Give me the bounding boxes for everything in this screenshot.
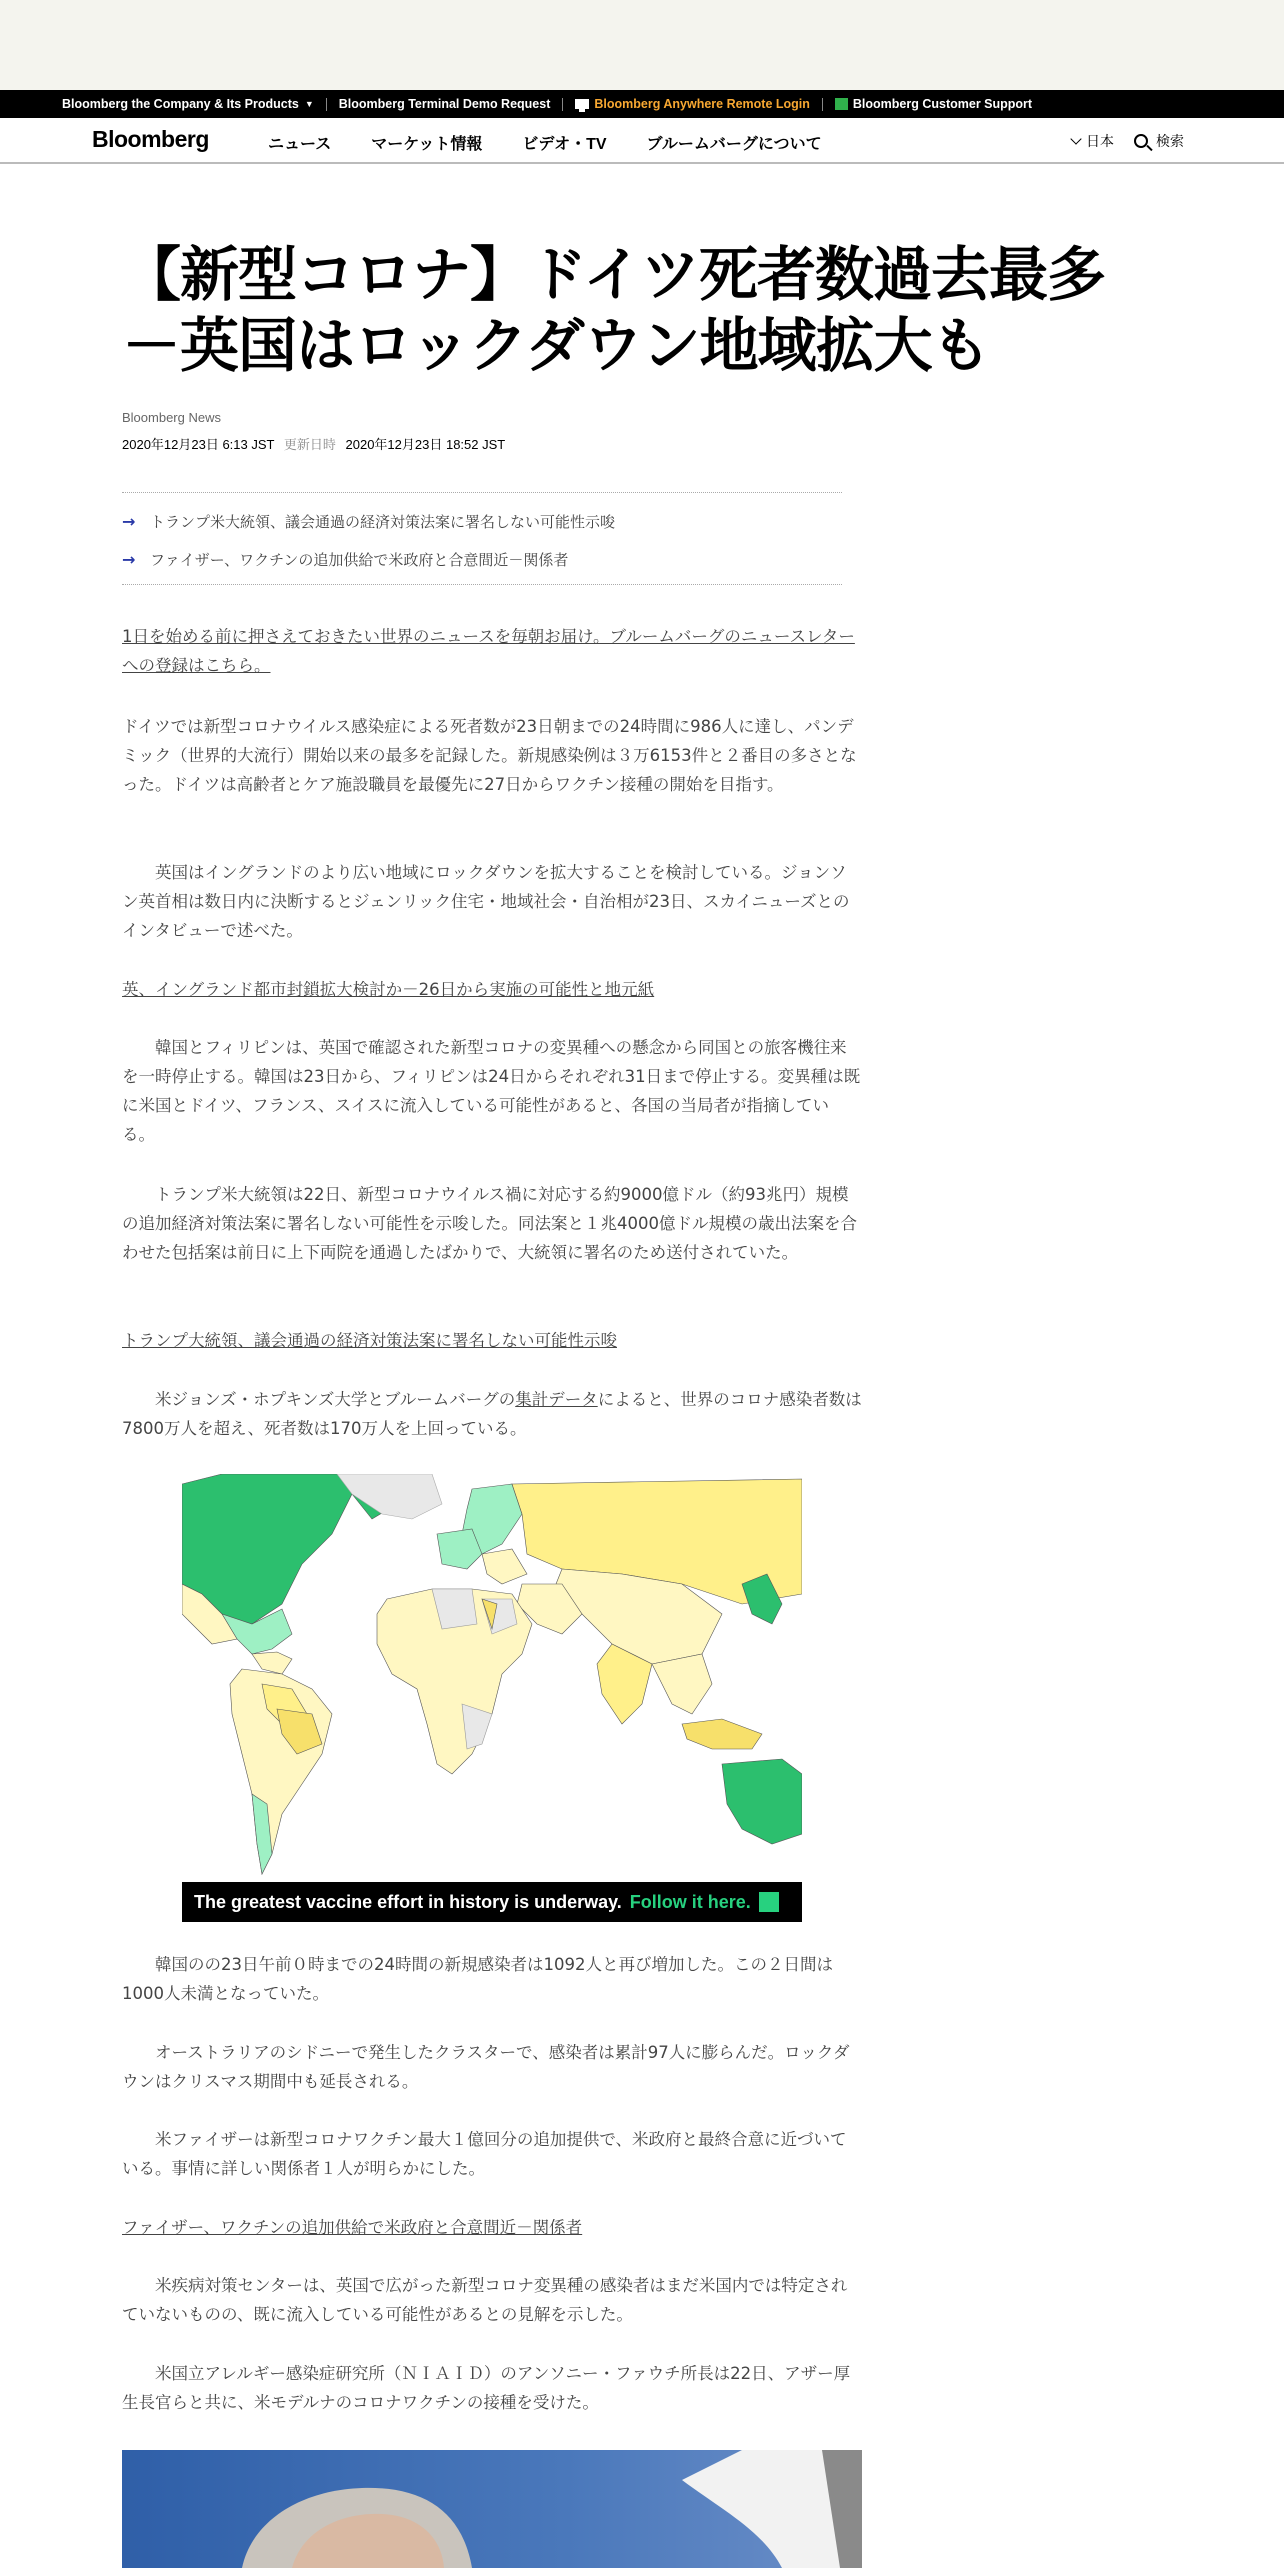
nav-link-news[interactable]: ニュース (268, 136, 332, 153)
bloomberg-logo[interactable]: Bloomberg (92, 126, 209, 152)
support-icon (835, 98, 848, 110)
paragraph (122, 1385, 862, 1443)
article-summary (122, 492, 842, 585)
search-icon[interactable] (1134, 134, 1148, 148)
article-headline: 【新型コロナ】ドイツ死者数過去最多－英国はロックダウン地域拡大も (122, 240, 1106, 380)
newsletter-link[interactable]: 1日を始める前に押さえておきたい世界のニュースを毎朝お届け。ブルームバーグのニュースレターへの登録はこちら。 (122, 627, 855, 675)
ad-placeholder (0, 0, 1284, 90)
divider (822, 98, 823, 111)
paragraph: 米ファイザーは新型コロナワクチン最大１億回分の追加提供で、米政府と最終合意に近づいている。事情に詳しい関係者１人が明らかにした。 (122, 2130, 847, 2178)
region-selector[interactable]: 日本 (1086, 133, 1114, 149)
paragraph: 米国立アレルギー感染症研究所（ＮＩＡＩＤ）のアンソニー・ファウチ所長は22日、アザー厚生長官らと共に、米モデルナのコロナワクチンの接種を受けた。 (122, 2364, 851, 2412)
arrow-right-icon: → (122, 512, 136, 531)
published-time: 2020年12月23日 6:13 JST (122, 437, 275, 452)
nav-link-video-tv[interactable]: ビデオ・TV (522, 136, 607, 153)
summary-text: ファイザー、ワクチンの追加供給で米政府と合意間近－関係者 (150, 551, 569, 569)
divider (326, 98, 327, 111)
paragraph: 米疾病対策センターは、英国で広がった新型コロナ変異種の感染者はまだ米国内では特定されていないものの、既に流入している可能性があるとの見解を示した。 (122, 2276, 848, 2324)
anywhere-login-link[interactable] (575, 97, 810, 111)
timestamps (122, 434, 505, 453)
summary-text: トランプ米大統領、議会通過の経済対策法案に署名しない可能性示唆 (150, 513, 616, 531)
vaccine-tracker-banner[interactable] (182, 1882, 802, 1922)
paragraph-text: 米ジョンズ・ホプキンズ大学とブルームバーグの (155, 1390, 516, 1409)
company-products-label: Bloomberg the Company & Its Products (62, 97, 299, 111)
chart-icon (759, 1892, 779, 1912)
paragraph: 韓国のの23日午前０時までの24時間の新規感染者は1092人と再び増加した。この２日間は1000人未満となっていた。 (122, 1955, 833, 2003)
terminal-demo-link[interactable]: Bloomberg Terminal Demo Request (338, 97, 551, 111)
search-button[interactable]: 検索 (1156, 133, 1184, 149)
customer-support-label: Bloomberg Customer Support (852, 97, 1033, 111)
article-photo (122, 2450, 862, 2568)
byline: Bloomberg News (122, 410, 221, 425)
data-link[interactable]: 集計データ (515, 1390, 598, 1409)
nav-link-about[interactable]: ブルームバーグについて (646, 136, 822, 153)
updated-time: 2020年12月23日 18:52 JST (345, 437, 506, 452)
related-link[interactable]: ファイザー、ワクチンの追加供給で米政府と合意間近－関係者 (122, 2218, 583, 2237)
terminal-icon (575, 99, 589, 109)
updated-label: 更新日時 (283, 437, 336, 452)
company-products-menu[interactable] (62, 97, 314, 111)
nav-right (1072, 131, 1184, 151)
world-map-image (182, 1474, 802, 1882)
banner-text: The greatest vaccine effort in history is underway. (194, 1891, 622, 1912)
customer-support-link[interactable] (835, 97, 1032, 111)
paragraph: 韓国とフィリピンは、英国で確認された新型コロナの変異種への懸念から同国との旅客機往来を一時停止する。韓国は23日から、フィリピンは24日からそれぞれ31日まで停止する。変異種は既に米国とドイツ、フランス、スイスに流入している可能性があると、各国の当局者が指摘している。 (122, 1038, 861, 1144)
caret-down-icon: ▼ (304, 99, 314, 109)
paragraph: 英国はイングランドのより広い地域にロックダウンを拡大することを検討している。ジョンソン英首相は数日内に決断するとジェンリック住宅・地域社会・自治相が23日、スカイニューズとのインタビューで述べた。 (122, 863, 850, 940)
main-nav (0, 118, 1284, 164)
chevron-down-icon (1070, 133, 1081, 144)
nav-link-markets[interactable]: マーケット情報 (371, 136, 483, 153)
anywhere-login-label: Bloomberg Anywhere Remote Login (594, 97, 810, 111)
photo-image (122, 2450, 862, 2568)
follow-link[interactable]: Follow it here. (629, 1891, 751, 1912)
paragraph: トランプ米大統領は22日、新型コロナウイルス禍に対応する約9000億ドル（約93兆円）規模の追加経済対策法案に署名しない可能性を示唆した。同法案と１兆4000億ドル規模の歳出法案を合わせた包括案は前日に上下両院を通過したばかりで、大統領に署名のため送付されていた。 (122, 1185, 857, 1262)
vaccine-map-graphic[interactable] (182, 1474, 802, 1922)
nav-links (268, 131, 862, 154)
related-link[interactable]: トランプ大統領、議会通過の経済対策法案に署名しない可能性示唆 (122, 1331, 617, 1350)
summary-item[interactable] (122, 549, 842, 570)
summary-item[interactable] (122, 511, 842, 532)
divider (562, 98, 563, 111)
paragraph: オーストラリアのシドニーで発生したクラスターで、感染者は累計97人に膨らんだ。ロックダウンはクリスマス期間中も延長される。 (122, 2043, 850, 2091)
paragraph-text: によると、世界のコロナ感染者数は7800万人を超え、死者数は170万人を上回っている。 (122, 1390, 862, 1438)
utility-bar (0, 90, 1284, 118)
related-link[interactable]: 英、イングランド都市封鎖拡大検討か－26日から実施の可能性と地元紙 (122, 980, 655, 999)
arrow-right-icon: → (122, 550, 136, 569)
paragraph: ドイツでは新型コロナウイルス感染症による死者数が23日朝までの24時間に986人に達し、パンデミック（世界的大流行）開始以来の最多を記録した。新規感染例は３万6153件と２番目の多さとなった。ドイツは高齢者とケア施設職員を最優先に27日からワクチン接種の開始を目指す。 (122, 717, 857, 794)
